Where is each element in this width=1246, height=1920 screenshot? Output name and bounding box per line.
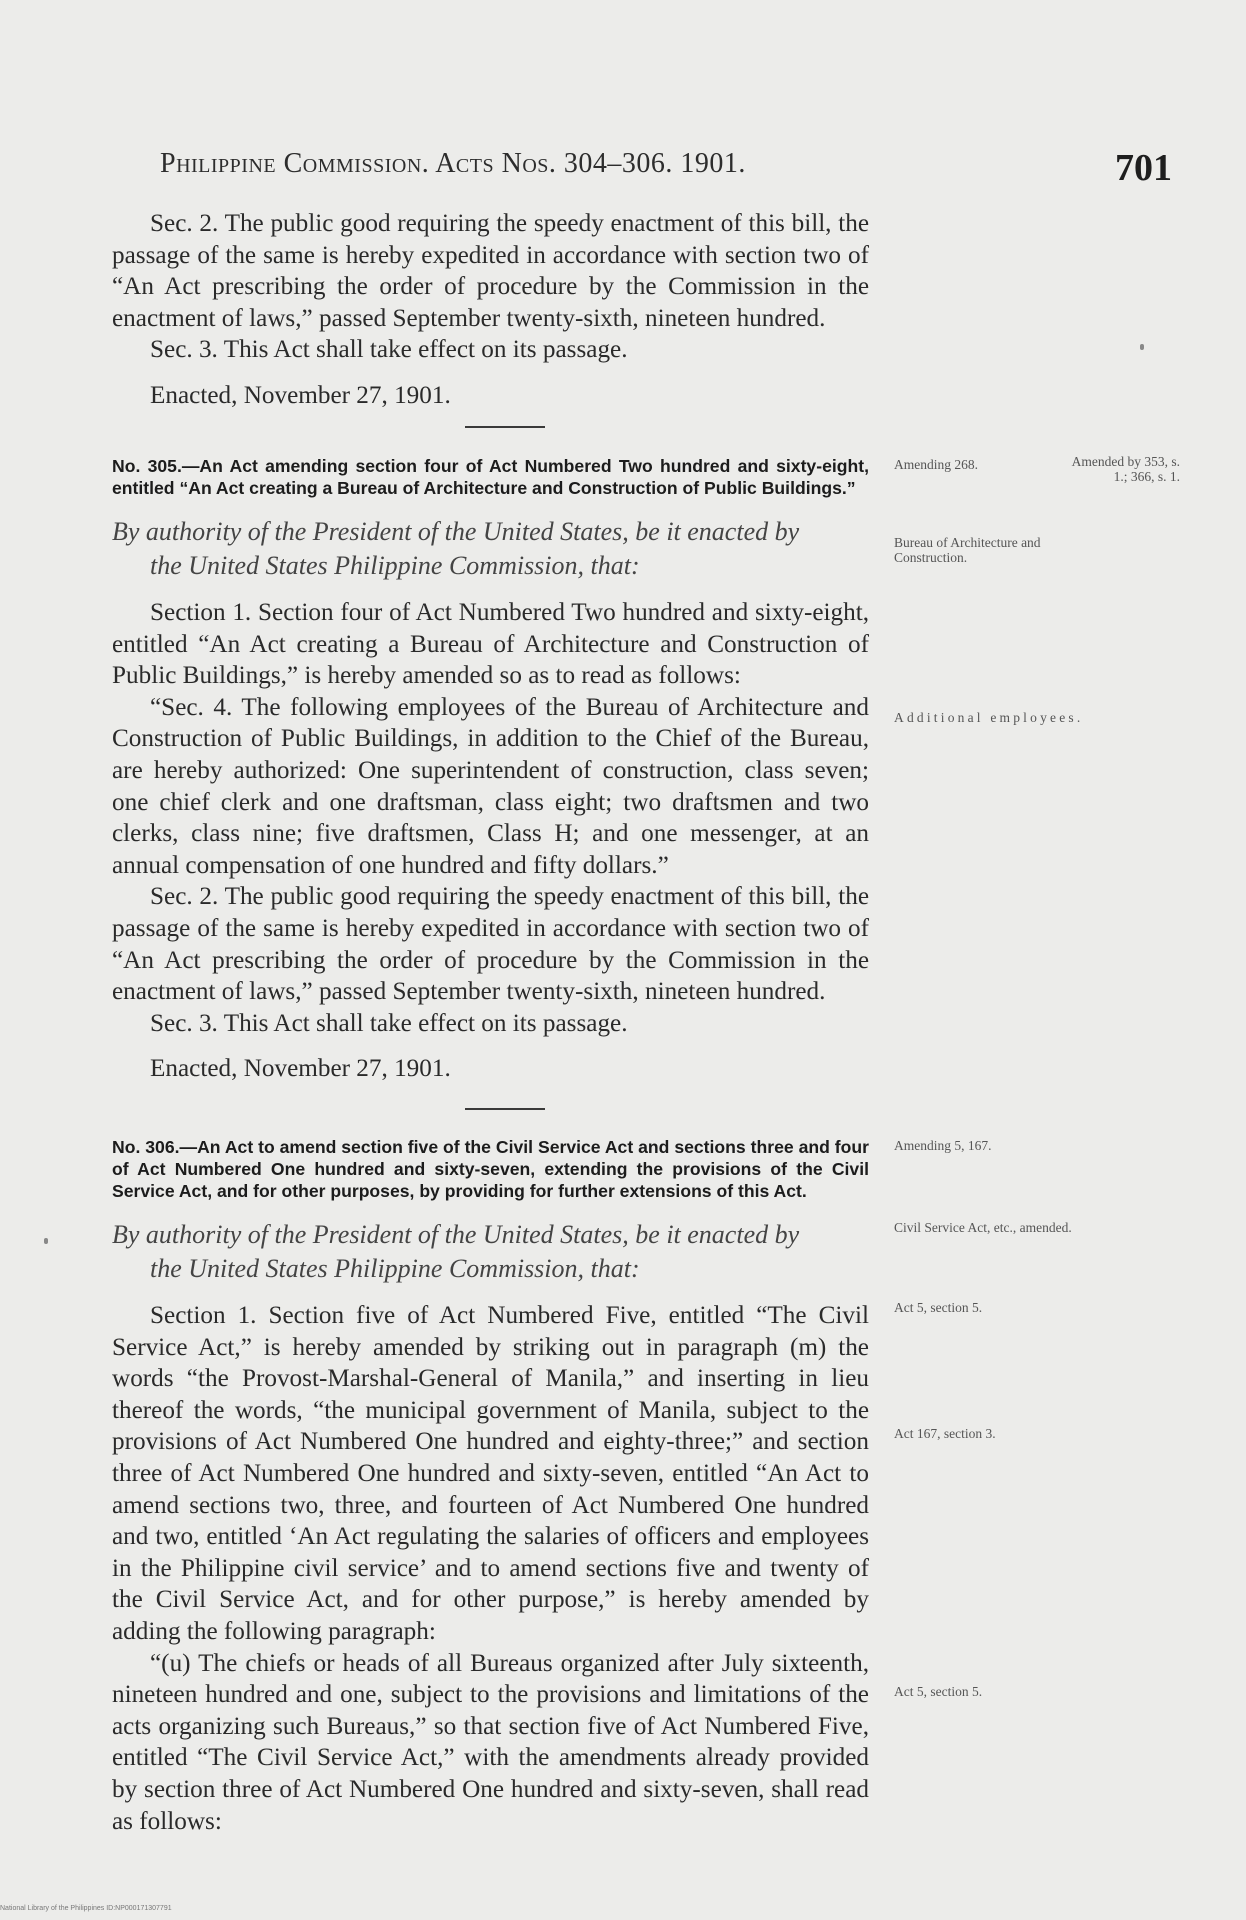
- scan-speck: [1140, 344, 1144, 350]
- act306-authority-line2: the United States Philippine Commission, that:: [150, 1254, 640, 1283]
- act305-authority-line2: the United States Philippine Commission, that:: [150, 551, 640, 580]
- margin-note-act167-sec3: Act 167, section 3.: [894, 1426, 996, 1441]
- act306-para-u: “(u) The chiefs or heads of all Bureaus organized after July sixteenth, nineteen hundred and one, subject to the provisions and limitations of the acts organizing such Bureaus,” so that section five of Act Numbered Five, entitled “The Civil Service Act,” with the amendments already provided by section three of Act Numbered One hundred and sixty-seven, shall read as follows:: [112, 1649, 869, 1835]
- act304-sec3: Sec. 3. This Act shall take effect on its passage.: [150, 336, 628, 364]
- act306-enacting-clause: [112, 1218, 869, 1286]
- act305-section1: Section 1. Section four of Act Numbered Two hundred and sixty-eight, entitled “An Act creating a Bureau of Architecture and Construction of Public Buildings,” is hereby amended so as to read as follows:: [112, 599, 869, 690]
- act305-sec3: Sec. 3. This Act shall take effect on its passage.: [150, 1009, 628, 1037]
- section-divider-2: [140, 1108, 870, 1110]
- act305-enacted: Enacted, November 27, 1901.: [150, 1055, 451, 1083]
- act305-sec4-quote: “Sec. 4. The following employees of the Bureau of Architecture and Construction of Public Buildings, in addition to the Chief of the Bureau, are hereby authorized: One superintendent of construction, class seven; one chief clerk and one draftsman, class eight; two draftsmen and two clerks, class nine; five draftsmen, Class H; and one messenger, at an annual compensation of one hundred and fifty dollars.”: [112, 693, 869, 879]
- scan-footer-tag: National Library of the Philippines ID:NP000171307791: [0, 1905, 172, 1912]
- act306-section1: Section 1. Section five of Act Numbered Five, entitled “The Civil Service Act,” is hereby amended by striking out in paragraph (m) the words “the Provost-Marshal-General of Manila,” and inserting in lieu thereof the words, “the municipal government of Manila, subject to the provisions of Act Numbered One hundred and eighty-three;” and section three of Act Numbered One hundred and sixty-seven, entitled “An Act to amend sections two, three, and fourteen of Act Numbered One hundred and two, entitled ‘An Act regulating the salaries of officers and employees in the Philippine civil service’ and to amend sections five and twenty of the Civil Service Act, and for other purpose,” is hereby amended by adding the following paragraph:: [112, 1302, 869, 1645]
- margin-note-act5-sec5-b: Act 5, section 5.: [894, 1684, 983, 1699]
- act305-heading: No. 305.—An Act amending section four of Act Numbered Two hundred and sixty-eight, entitled “An Act creating a Bureau of Architecture and Construction of Public Buildings.”: [112, 456, 869, 498]
- act306-authority-line1: By authority of the President of the United States, be it enacted by: [112, 1220, 800, 1249]
- running-head: Philippine Commission. Acts Nos. 304–306. 1901.: [160, 148, 746, 179]
- act305-authority-line1: By authority of the President of the United States, be it enacted by: [112, 517, 800, 546]
- act304-enacted: Enacted, November 27, 1901.: [150, 381, 451, 409]
- scan-speck: [44, 1238, 48, 1244]
- margin-note-amending-268: Amending 268.: [894, 457, 978, 472]
- margin-note-amended-by: Amended by 353, s. 1.; 366, s. 1.: [1071, 454, 1180, 484]
- margin-note-act5-sec5-a: Act 5, section 5.: [894, 1300, 983, 1315]
- act306-heading: No. 306.—An Act to amend section five of the Civil Service Act and sections three and four of Act Numbered One hundred and sixty-seven, extending the provisions of the Civil Service Act, and for other purposes, by providing for further extensions of this Act.: [112, 1137, 869, 1201]
- margin-note-bureau-architecture: Bureau of Architecture and Construction.: [894, 535, 1041, 565]
- act305-sec2: Sec. 2. The public good requiring the speedy enactment of this bill, the passage of the same is hereby expedited in accordance with section two of “An Act prescribing the order of procedure by the Commission in the enactment of laws,” passed September twenty-sixth, nineteen hundred.: [112, 883, 869, 1006]
- page-number: 701: [1115, 147, 1172, 189]
- act-305: [112, 455, 869, 1085]
- margin-note-amending-5-167: Amending 5, 167.: [894, 1138, 992, 1153]
- section-divider-1: [140, 426, 870, 428]
- act-306: [112, 1136, 869, 1837]
- act305-enacting-clause: [112, 515, 869, 583]
- act-304-ending: [112, 208, 869, 412]
- margin-note-additional-employees: Additional employees.: [894, 710, 1084, 725]
- act304-sec2: Sec. 2. The public good requiring the speedy enactment of this bill, the passage of the same is hereby expedited in accordance with section two of “An Act prescribing the order of procedure by the Commission in the enactment of laws,” passed September twenty-sixth, nineteen hundred.: [112, 210, 869, 332]
- margin-note-civil-service-amended: Civil Service Act, etc., amended.: [894, 1220, 1072, 1235]
